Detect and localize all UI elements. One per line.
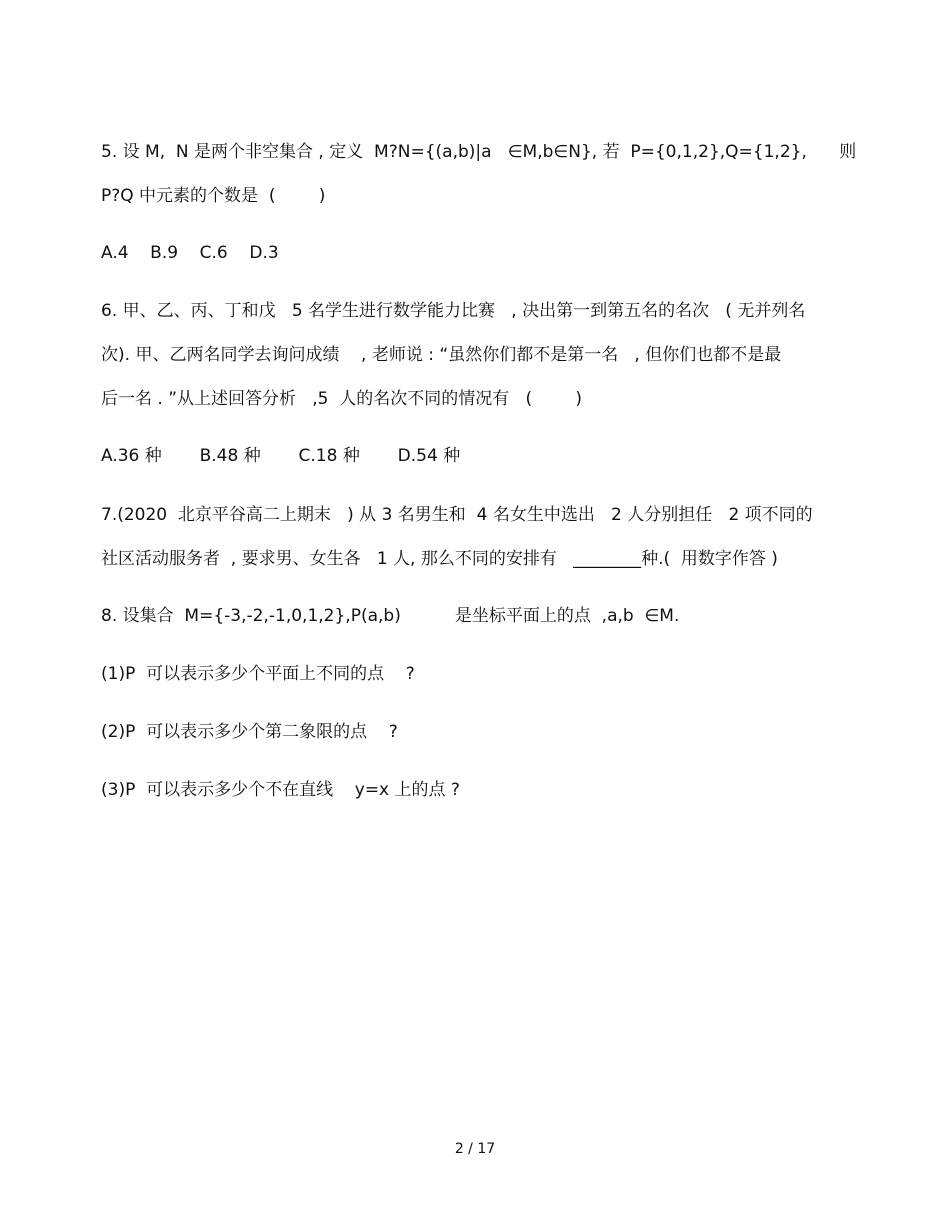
question-6-line-3: 后一名 . ”从上述回答分析 ,5 人的名次不同的情况有 ( ) bbox=[101, 389, 582, 409]
question-8-sub-3: (3)P 可以表示多少个不在直线 y=x 上的点 ? bbox=[101, 780, 460, 800]
question-6-options: A.36 种 B.48 种 C.18 种 D.54 种 bbox=[101, 446, 461, 466]
question-6-line-2: 次). 甲、乙两名同学去询问成绩 , 老师说 : “虽然你们都不是第一名 , 但你们也都不是最 bbox=[101, 345, 782, 365]
question-7-line-2: 社区活动服务者 , 要求男、女生各 1 人, 那么不同的安排有 ________种.( 用数字作答 ) bbox=[101, 549, 778, 569]
question-5-options: A.4 B.9 C.6 D.3 bbox=[101, 243, 279, 263]
page-number: 2 / 17 bbox=[454, 1141, 496, 1157]
question-6-line-1: 6. 甲、乙、丙、丁和戊 5 名学生进行数学能力比赛 , 决出第一到第五名的名次 ( 无并列名 bbox=[101, 301, 806, 321]
question-7-line-1: 7.(2020 北京平谷高二上期末 ) 从 3 名男生和 4 名女生中选出 2 人分别担任 2 项不同的 bbox=[101, 505, 813, 525]
question-8-sub-1: (1)P 可以表示多少个平面上不同的点 ? bbox=[101, 664, 415, 684]
question-5-line-2: P?Q 中元素的个数是 ( ) bbox=[101, 186, 326, 206]
question-8-stem: 8. 设集合 M={-3,-2,-1,0,1,2},P(a,b) 是坐标平面上的点 ,a,b ∈M. bbox=[101, 606, 680, 626]
question-8-sub-2: (2)P 可以表示多少个第二象限的点 ? bbox=[101, 722, 398, 742]
question-5-line-1: 5. 设 M, N 是两个非空集合 , 定义 M?N={(a,b)|a ∈M,b∈N}, 若 P={0,1,2},Q={1,2}, 则 bbox=[101, 142, 857, 162]
